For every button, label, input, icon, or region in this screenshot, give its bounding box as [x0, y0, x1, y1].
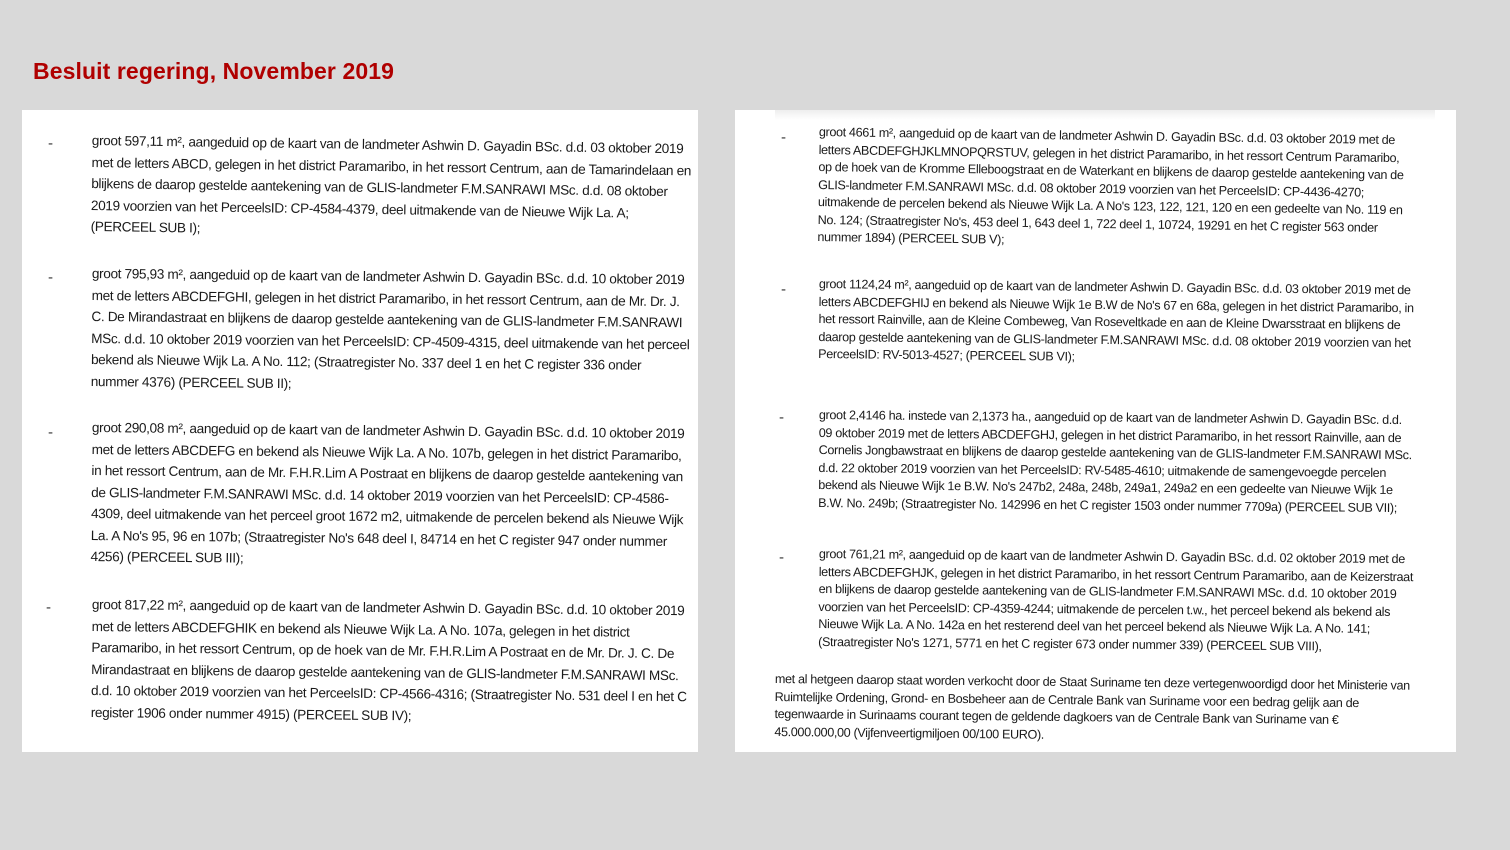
parcel-paragraph-sub-v: groot 4661 m², aangeduid op de kaart van de landmeter Ashwin D. Gayadin BSc. d.d. 03 oktober 2019 met de letters ABCDEFGHJKLMNOPQRSTUV, gelegen in het district Paramaribo, in het ressort Centrum Paramaribo, op de hoek van de Kromme Elleboogstraat en de Waterkant en blijkens de daarop gestelde aantekening van de GLIS-landmeter F.M.SANRAWI MSc. d.d. 08 oktober 2019 voorzien van het PerceelsID: CP-4436-4270; uitmakende de percelen bekend als Nieuwe Wijk La. A No's 123, 122, 121, 120 en een gedeelte van No. 119 en No. 124; (Straatregister No's, 453 deel 1, 643 deel 1, 722 deel 1, 10724, 19291 en het C register 563 onder nummer 1894) (PERCEEL SUB V); [817, 124, 1404, 247]
parcel-paragraph-sub-ii: groot 795,93 m², aangeduid op de kaart van de landmeter Ashwin D. Gayadin BSc. d.d. 10 oktober 2019 met de letters ABCDEFGHI, gelegen in het district Paramaribo, in het ressort Centrum, aan de Mr. Dr. J. C. De Mirandastraat en blijkens de daarop gestelde aantekening van de GLIS-landmeter F.M.SANRAWI MSc. d.d. 10 oktober 2019 voorzien van het PerceelsID: CP-4509-4315, deel uitmakende van het perceel bekend als Nieuwe Wijk La. A No. 112; (Straatregister No. 337 deel 1 en het C register 336 onder nummer 4376) (PERCEEL SUB II); [90, 265, 690, 391]
bullet-marker: - [781, 282, 787, 298]
scanned-document-left [22, 110, 698, 752]
slide-title: Besluit regering, November 2019 [33, 58, 395, 84]
parcel-paragraph-sub-viii: groot 761,21 m², aangeduid op de kaart van de landmeter Ashwin D. Gayadin BSc. d.d. 02 oktober 2019 met de letters ABCDEFGHJK, gelegen in het district Paramaribo, in het ressort Centrum Paramaribo, aan de Keizerstraat en blijkens de daarop gestelde aantekening van de GLIS-landmeter F.M.SANRAWI MSc. d.d. 10 oktober 2019 voorzien van het PerceelsID: CP-4359-4244; uitmakende de percelen t.w., het perceel bekend als bekend als Nieuwe Wijk La. A No. 142a en het resterend deel van het perceel bekend als Nieuwe Wijk La. A No. 141; (Straatregister No's 1271, 5771 en het C register 673 onder nummer 339) (PERCEEL SUB VIII), [818, 547, 1414, 653]
bullet-marker: - [48, 425, 54, 441]
bullet-marker: - [781, 130, 787, 146]
parcel-paragraph-sub-i: groot 597,11 m², aangeduid op de kaart van de landmeter Ashwin D. Gayadin BSc. d.d. 03 oktober 2019 met de letters ABCD, gelegen in het district Paramaribo, in het ressort Centrum, aan de Tamarindelaan en blijkens de daarop gestelde aantekening van de GLIS-landmeter F.M.SANRAWI MSc. d.d. 08 oktober 2019 voorzien van het PerceelsID: CP-4584-4379, deel uitmakende van de Nieuwe Wijk La. A; (PERCEEL SUB I); [90, 132, 692, 236]
bullet-marker: - [46, 600, 52, 616]
scan-artifact [775, 110, 1435, 120]
parcel-paragraph-sub-vii: groot 2,4146 ha. instede van 2,1373 ha., aangeduid op de kaart van de landmeter Ashwin D. Gayadin BSc. d.d. 09 oktober 2019 met de letters ABCDEFGHJ, gelegen in het district Paramaribo, in het ressort Rainville, aan de Cornelis Jongbawstraat en blijkens de daarop gestelde aantekening van de GLIS-landmeter F.M.SANRAWI MSc. d.d. 22 oktober 2019 voorzien van het PerceelsID: RV-5485-4610; uitmakende de samengevoegde percelen bekend als Nieuwe Wijk 1e B.W. No's 247b2, 248a, 248b, 249a1, 249a2 en een gedeelte van Nieuwe Wijk 1e B.W. No. 249b; (Straatregister No. 142996 en het C register 1503 onder nummer 7709a) (PERCEEL SUB VII); [818, 407, 1412, 515]
bullet-marker: - [48, 270, 54, 286]
bullet-marker: - [48, 136, 54, 152]
bullet-marker: - [779, 410, 785, 426]
scanned-document-right [735, 110, 1456, 752]
parcel-paragraph-sub-vi: groot 1124,24 m², aangeduid op de kaart van de landmeter Ashwin D. Gayadin BSc. d.d. 03 oktober 2019 met de letters ABCDEFGHIJ en bekend als Nieuwe Wijk 1e B.W de No's 67 en 68a, gelegen in het district Paramaribo, in het ressort Rainville, aan de Kleine Combeweg, Van Roseveltkade en aan de Kleine Dwarsstraat en blijkens de daarop gestelde aantekening van de GLIS-landmeter F.M.SANRAWI MSc. d.d. 08 oktober 2019 voorzien van het PerceelsID: RV-5013-4527; (PERCEEL SUB VI); [818, 276, 1414, 364]
parcel-paragraph-sub-iv: groot 817,22 m², aangeduid op de kaart van de landmeter Ashwin D. Gayadin BSc. d.d. 10 oktober 2019 met de letters ABCDEFGHIK en bekend als Nieuwe Wijk La. A No. 107a, gelegen in het district Paramaribo, in het ressort Centrum, op de hoek van de Mr. F.H.R.Lim A Postraat en de Mr. Dr. J. C. De Mirandastraat en blijkens de daarop gestelde aantekening van de GLIS-landmeter F.M.SANRAWI MSc. d.d. 10 oktober 2019 voorzien van het PerceelsID: CP-4566-4316; (Straatregister No. 531 deel I en het C register 1906 onder nummer 4915) (PERCEEL SUB IV); [90, 596, 687, 723]
parcel-paragraph-sub-iii: groot 290,08 m², aangeduid op de kaart van de landmeter Ashwin D. Gayadin BSc. d.d. 10 oktober 2019 met de letters ABCDEFG en bekend als Nieuwe Wijk La. A No. 107b, gelegen in het district Paramaribo, in het ressort Centrum, aan de Mr. F.H.R.Lim A Postraat en blijkens de daarop gestelde aantekening van de GLIS-landmeter F.M.SANRAWI MSc. d.d. 14 oktober 2019 voorzien van het PerceelsID: CP-4586-4309, deel uitmakende van het perceel groot 1672 m2, uitmakende de percelen bekend als Nieuwe Wijk La. A No's 95, 96 en 107b; (Straatregister No's 648 deel I, 84714 en het C register 947 onder nummer 4256) (PERCEEL SUB III); [90, 419, 685, 566]
bullet-marker: - [779, 550, 785, 566]
closing-paragraph: met al hetgeen daarop staat worden verkocht door de Staat Suriname ten deze vertegenwoordigd door het Ministerie van Ruimtelijke Ordening, Grond- en Bosbeheer aan de Centrale Bank van Suriname voor een bedrag gelijk aan de tegenwaarde in Surinaams courant tegen de geldende dagkoers van de Centrale Bank van Suriname van € 45.000.000,00 (Vijfenveertigmiljoen 00/100 EURO). [774, 671, 1410, 742]
